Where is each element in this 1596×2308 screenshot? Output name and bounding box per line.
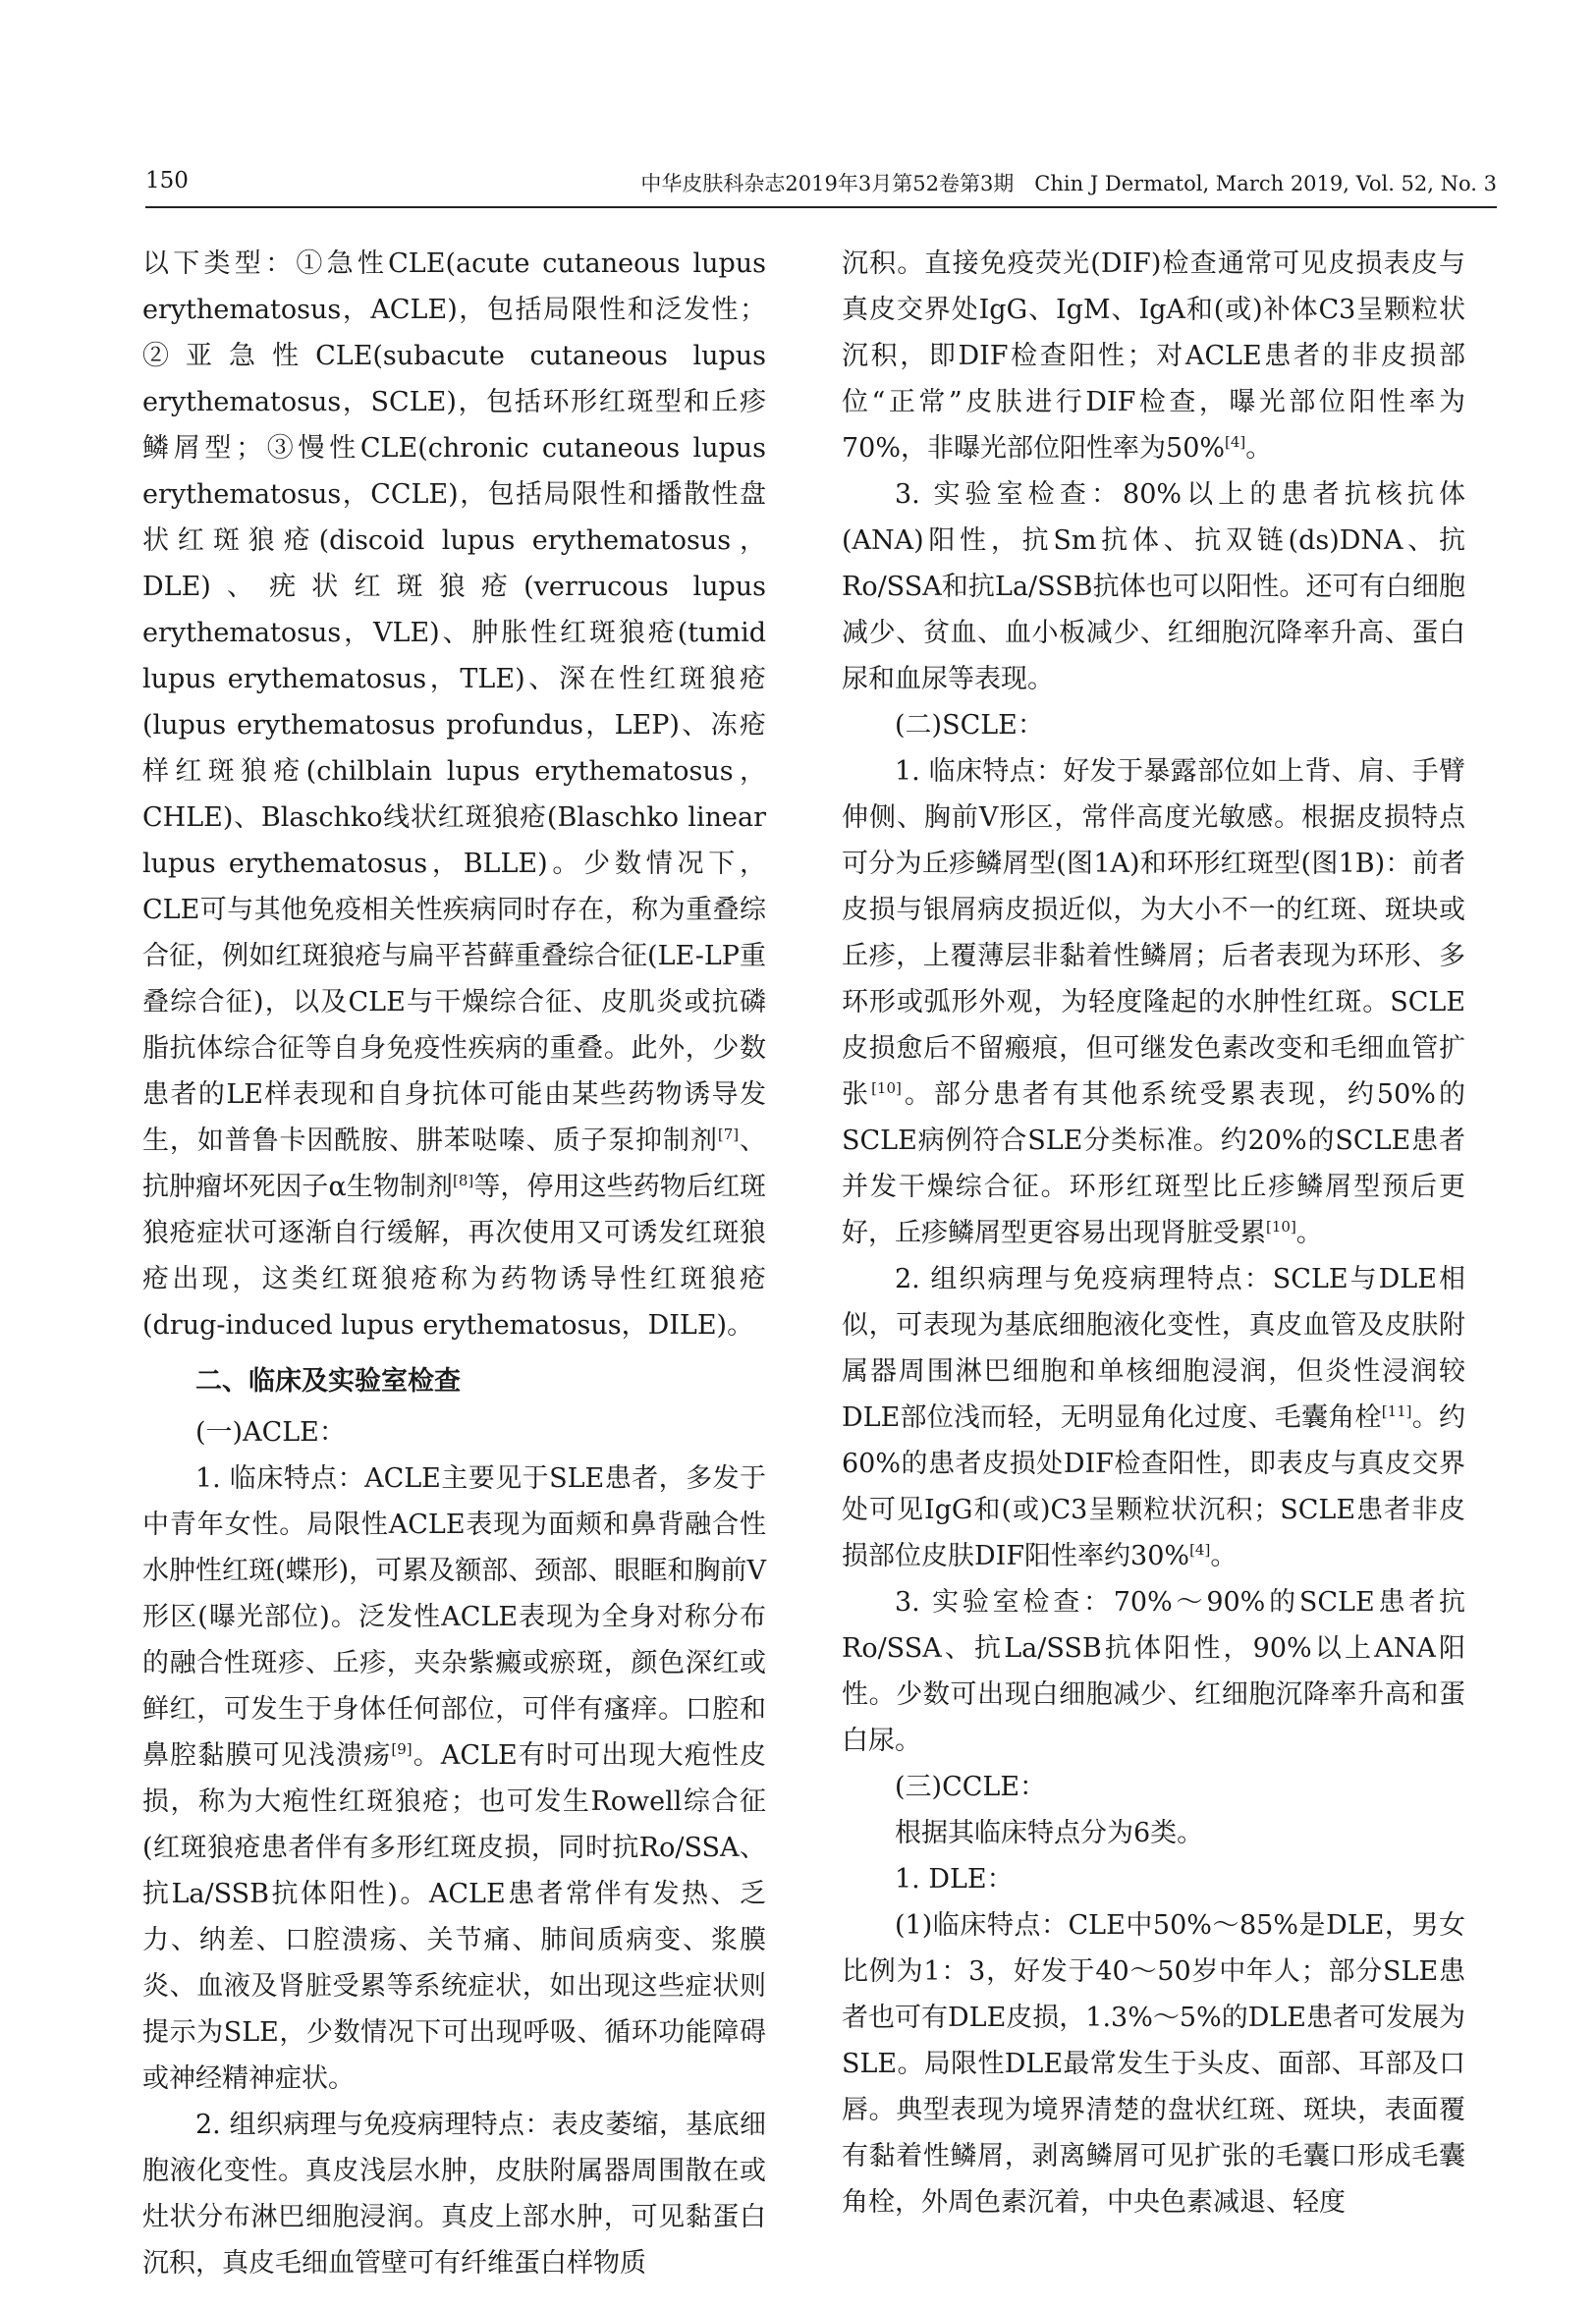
citation: [7] xyxy=(717,1126,740,1143)
paragraph: 2. 组织病理与免疫病理特点：SCLE与DLE相似，可表现为基底细胞液化变性，真皮血管及皮肤附属器周围淋巴细胞和单核细胞浸润，但炎性浸润较DLE部位浅而轻，无明显角化过度、毛囊角栓[11]。约60%的患者皮损处DIF检查阳性，即表皮与真皮交界处可见IgG和(或)C3呈颗粒状沉积；SCLE患者非皮损部位皮肤DIF阳性率约30%[4]。 xyxy=(842,1264,1465,1571)
paragraph: 3. 实验室检查：70%～90%的SCLE患者抗Ro/SSA、抗La/SSB抗体阳性，90%以上ANA阳性。少数可出现白细胞减少、红细胞沉降率升高和蛋白尿。 xyxy=(842,1587,1465,1756)
citation: [10] xyxy=(871,1079,902,1097)
paragraph: (1)临床特点：CLE中50%～85%是DLE，男女比例为1：3，好发于40～50岁中年人；部分SLE患者也可有DLE皮损，1.3%～5%的DLE患者可发展为SLE。局限性DLE最常发生于头皮、面部、耳部及口唇。典型表现为境界清楚的盘状红斑、斑块，表面覆有黏着性鳞屑，剥离鳞屑可见扩张的毛囊口形成毛囊角栓，外周色素沉着，中央色素减退、轻度 xyxy=(842,1910,1466,2218)
page-number: 150 xyxy=(145,168,189,193)
subsection-heading: (一)ACLE： xyxy=(195,1417,346,1448)
citation: [8] xyxy=(453,1172,474,1189)
paragraph: 1. 临床特点：好发于暴露部位如上背、肩、手臂伸侧、胸前V形区，常伴高度光敏感。根据皮损特点可分为丘疹鳞屑型(图1A)和环形红斑型(图1B)：前者皮损与银屑病皮损近似，为大小不一的红斑、斑块或丘疹，上覆薄层非黏着性鳞屑；后者表现为环形、多环形或弧形外观，为轻度隆起的水肿性红斑。SCLE皮损愈后不留瘢痕，但可继发色素改变和毛细血管扩张[10]。部分患者有其他系统受累表现，约50%的SCLE病例符合SLE分类标准。约20%的SCLE患者并发干燥综合征。环形红斑型比丘疹鳞屑型预后更好，丘疹鳞屑型更容易出现肾脏受累[10]。 xyxy=(842,756,1465,1248)
citation: [10] xyxy=(1266,1218,1296,1236)
journal-citation: 中华皮肤科杂志2019年3月第52卷第3期 Chin J Dermatol, March 2019, Vol. 52, No. 3 xyxy=(640,172,1497,195)
paragraph: 1. DLE： xyxy=(895,1864,1014,1895)
header-rule xyxy=(145,206,1497,208)
subsection-heading: (三)CCLE： xyxy=(895,1772,1047,1802)
citation: [11] xyxy=(1381,1402,1412,1420)
paragraph: 2. 组织病理与免疫病理特点：表皮萎缩，基底细胞液化变性。真皮浅层水肿，皮肤附属器周围散在或灶状分布淋巴细胞浸润。真皮上部水肿，可见黏蛋白沉积，真皮毛细血管壁可有纤维蛋白样物质 xyxy=(142,2110,766,2279)
subsection-heading: (二)SCLE： xyxy=(895,710,1044,741)
left-column xyxy=(142,241,766,2286)
citation: [9] xyxy=(391,1740,413,1758)
citation: [4] xyxy=(1189,1541,1211,1559)
paragraph: 1. 临床特点：ACLE主要见于SLE患者，多发于中青年女性。局限性ACLE表现为面颊和鼻背融合性水肿性红斑(蝶形)，可累及额部、颈部、眼眶和胸前V形区(曝光部位)。泛发性ACLE表现为全身对称分布的融合性斑疹、丘疹，夹杂紫癜或瘀斑，颜色深红或鲜红，可发生于身体任何部位，可伴有瘙痒。口腔和鼻腔黏膜可见浅溃疡[9]。ACLE有时可出现大疱性皮损，称为大疱性红斑狼疮；也可发生Rowell综合征(红斑狼疮患者伴有多形红斑皮损，同时抗Ro/SSA、抗La/SSB抗体阳性)。ACLE患者常伴有发热、乏力、纳差、口腔溃疡、关节痛、肺间质病变、浆膜炎、血液及肾脏受累等系统症状，如出现这些症状则提示为SLE，少数情况下可出现呼吸、循环功能障碍或神经精神症状。 xyxy=(142,1463,767,2094)
running-header xyxy=(145,168,1497,207)
right-column xyxy=(842,241,1465,2226)
paragraph: 以下类型：①急性CLE(acute cutaneous lupus erythematosus，ACLE)，包括局限性和泛发性；②亚急性CLE(subacute cutaneous lupus erythematosus，SCLE)，包括环形红斑型和丘疹鳞屑型；③慢性CLE(chronic cutaneous lupus erythematosus，CCLE)，包括局限性和播散性盘状红斑狼疮(discoid lupus erythematosus，DLE)、疣状红斑狼疮(verrucous lupus erythematosus，VLE)、肿胀性红斑狼疮(tumid lupus erythematosus，TLE)、深在性红斑狼疮(lupus erythematosus profundus，LEP)、冻疮样红斑狼疮(chilblain lupus erythematosus，CHLE)、Blaschko线状红斑狼疮(Blaschko linear lupus erythematosus，BLLE)。少数情况下，CLE可与其他免疫相关性疾病同时存在，称为重叠综合征，例如红斑狼疮与扁平苔藓重叠综合征(LE-LP重叠综合征)，以及CLE与干燥综合征、皮肌炎或抗磷脂抗体综合征等自身免疫性疾病的重叠。此外，少数患者的LE样表现和自身抗体可能由某些药物诱导发生，如普鲁卡因酰胺、肼苯哒嗪、质子泵抑制剂[7]、抗肿瘤坏死因子α生物制剂[8]等，停用这些药物后红斑狼疮症状可逐渐自行缓解，再次使用又可诱发红斑狼疮出现，这类红斑狼疮称为药物诱导性红斑狼疮(drug-induced lupus erythematosus，DILE)。 xyxy=(142,248,767,1341)
paragraph: 根据其临床特点分为6类。 xyxy=(895,1818,1204,1848)
citation: [4] xyxy=(1225,433,1246,451)
paragraph: 3. 实验室检查：80%以上的患者抗核抗体(ANA)阳性，抗Sm抗体、抗双链(ds)DNA、抗Ro/SSA和抗La/SSB抗体也可以阳性。还可有白细胞减少、贫血、血小板减少、红细胞沉降率升高、蛋白尿和血尿等表现。 xyxy=(842,479,1465,694)
section-heading: 二、临床及实验室检查 xyxy=(195,1366,461,1397)
paragraph: 沉积。直接免疫荧光(DIF)检查通常可见皮损表皮与真皮交界处IgG、IgM、IgA和(或)补体C3呈颗粒状沉积，即DIF检查阳性；对ACLE患者的非皮损部位“正常”皮肤进行DIF检查，曝光部位阳性率为70%，非曝光部位阳性率为50%[4]。 xyxy=(842,248,1465,464)
